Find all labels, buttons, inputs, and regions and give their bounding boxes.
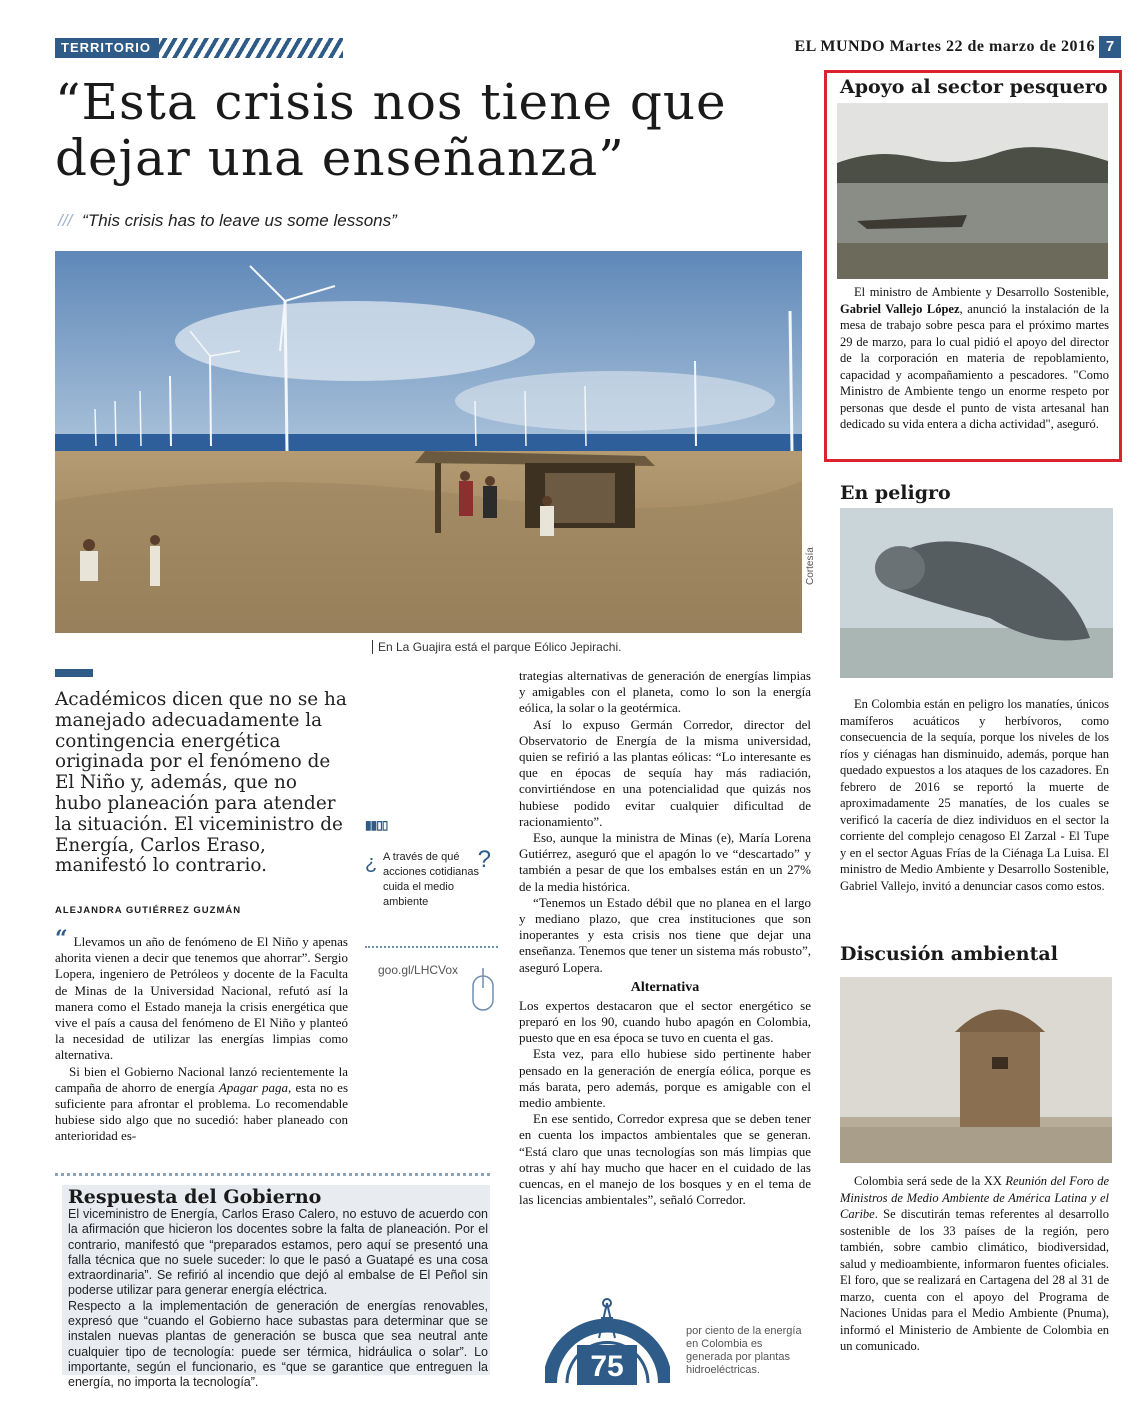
body-paragraph: “ Llevamos un año de fenómeno de El Niño y apenas ahorita vienen a decir que tenemos que ahorrar”. Sergio Lopera, ingeniero de Petróleos y docente de la Faculta de Minas de la Universidad Nacional, refutó así la manera como el Estado maneja la crisis energética que vive el país a causa del fenómeno de El Niño y planteó la necesidad de utilizar las energías limpias como alternativa.	[55, 926, 348, 1063]
body-paragraph: En ese sentido, Corredor expresa que se deben tener en cuenta los impactos ambientales que se generan. “Está claro que unas tecnologías son más limpias que otras y ahí hay mucho que hacer en el cuidado de las cuencas, en el manejo de los bosques y en el tema de las licencias ambientales”, señaló Corredor.	[519, 1111, 811, 1208]
bars-icon: ▮▮▯▯	[365, 818, 388, 832]
fishing-boat-photo	[837, 103, 1108, 279]
response-text	[68, 1207, 488, 1391]
body-paragraph: Así lo expuso Germán Corredor, director del Observatorio de Energía de la misma universidad, quien se refirió a las plantas eólicas: “Lo interesante es que en épocas de sequía hay más radiación, convirtiéndose en una potencialidad que quizás nos hubiese podido evitar cualquier dificultad de racionamiento”.	[519, 716, 811, 829]
byline	[55, 905, 241, 916]
section-tag	[55, 38, 343, 58]
discusion-title: Discusión ambiental	[840, 943, 1058, 965]
subsection-heading: Alternativa	[630, 979, 700, 995]
body-paragraph: Eso, aunque la ministra de Minas (e), María Lorena Gutiérrez, aseguró que el apagón lo ve “descartado” y también a pesar de que los embalses están en un 27% de la media histórica.	[519, 830, 811, 894]
byline-name: ALEJANDRA GUTIÉRREZ GUZMÁN	[55, 905, 242, 916]
apoyo-text: El ministro de Ambiente y Desarrollo Sostenible, Gabriel Vallejo López, anunció la instalación de la mesa de trabajo sobre pesca para el próximo martes 29 de marzo, para lo cual pidió el apoyo del director de la corporación en materia de repoblamiento, capacidad y acompañamiento a pescadores. "Como Ministro de Ambiente tengo un enorme respeto por personas que desde el punto de vista artesanal han dedicado su vida entera a dicha actividad", aseguró.	[840, 285, 1109, 431]
headline: “Esta crisis nos tiene que dejar una enseñanza”	[55, 73, 727, 187]
body-paragraph: Los expertos destacaron que el sector energético se preparó en los 90, cuando hubo apagón en Colombia, puesto que en esa época se tuvo en cuenta el gas.	[519, 997, 811, 1046]
page-number: 7	[1099, 36, 1121, 58]
stat-value: 75	[590, 1350, 624, 1383]
section-stripes	[159, 38, 343, 58]
body-paragraph: “Tenemos un Estado débil que no planea en el largo y mediano plazo, que crea instituciones que son inoperantes y esta crisis nos tiene que dejar una enseñanza. Tenemos que tener un sistema más robusto”, aseguró Lopera.	[519, 894, 811, 975]
lead-paragraph: Académicos dicen que no se ha manejado adecuadamente la contingencia energética originada por el fenómeno de El Niño y, además, que no hubo planeación para atender la situación. El viceministro de Energía, Carlos Eraso, manifestó lo contrario.	[55, 689, 347, 877]
peligro-text: En Colombia están en peligro los manatíes, únicos mamíferos acuáticos y herbívoros, como consecuencia de la sequía, porque los niveles de los ríos y ciénagas han disminuido, además, porque han quedado expuestos a los ataques de los cazadores. En febrero de 2016 se reportó la muerte de aproximadamente 25 manatíes, de los cuales se verificó la cacería de diez individuos en el sector la corriente del complejo cenagoso El Zarzal - El Tupe y en el sector Aguas Frías de la Ciénaga La Luisa. El ministro de Medio Ambiente y Desarrollo Sostenible, Gabriel Vallejo, invitó a denunciar casos como estos.	[840, 697, 1109, 893]
watchtower-photo	[840, 977, 1112, 1163]
body-paragraph: trategias alternativas de generación de energías limpias y amigables con el planeta, como lo son la energía eólica, la solar o la geotérmica.	[519, 668, 811, 716]
stat-label: por ciento de la energía en Colombia es generada por plantas hidroeléctricas.	[686, 1325, 802, 1376]
photo-caption: En La Guajira está el parque Eólico Jepirachi.	[372, 640, 621, 654]
question-text: A través de qué acciones cotidianas cuida el medio ambiente	[383, 851, 480, 908]
subhead-text: “This crisis has to leave us some lessons”	[82, 211, 397, 230]
mouse-icon	[470, 968, 496, 1014]
dotted-divider	[365, 946, 498, 948]
question-icon: ?	[477, 846, 491, 873]
dotted-divider	[55, 1173, 490, 1176]
inverted-question-icon: ¿	[365, 852, 378, 874]
response-paragraph: El viceministro de Energía, Carlos Eraso Calero, no estuvo de acuerdo con la afirmación que hicieron los docentes sobre la falta de planeación. Por el contrario, manifestó que “preparados estamos, pero aquí se presentó una falla técnica que no suele suceder: lo que le pasó a Guatapé es una cosa extraordinaria”. Se refirió al incendio que dejó al embalse de El Peñol sin poderse utilizar para generar energía eléctrica.	[68, 1207, 488, 1298]
question	[365, 846, 497, 910]
slash-decoration: ///	[58, 211, 73, 230]
peligro-title: En peligro	[840, 482, 951, 504]
discusion-text: Colombia será sede de la XX Reunión del Foro de Ministros de Medio Ambiente de América Latina y el Caribe. Se discutirán temas referentes al desarrollo sostenible de los 33 países de la región, pero también, sobre cambio climático, biodiversidad, salud y medioambiente, informaron fuentes oficiales. El foro, que se realizará en Cartagena del 28 al 31 de marzo, cuenta con el apoyo del Programa de Naciones Unidas para el Medio Ambiente (Pnuma), informó el Ministerio de Ambiente de Colombia en un comunicado.	[840, 1174, 1109, 1353]
body-paragraph: Esta vez, para ello hubiese sido pertinente haber pensado en la generación de energía eólica, porque es más barata, pero además, porque es amigable con el medio ambiente.	[519, 1046, 811, 1111]
stat-graphic	[545, 1263, 670, 1393]
question-box	[365, 818, 497, 910]
masthead: EL MUNDO Martes 22 de marzo de 2016	[794, 38, 1095, 55]
apoyo-title: Apoyo al sector pesquero	[840, 76, 1108, 98]
wind-farm-photo	[55, 251, 802, 633]
response-paragraph: Respecto a la implementación de generación de energías renovables, expresó que “cuando el Gobierno hace subastas para determinar que se instalen nuevas plantas de generación se busca que sea neutral ante cualquier tipo de tecnología: puede ser térmica, hidráulica o solar”. Lo importante, según el funcionario, es “que se garantice que entreguen la energía, no importa la tecnología”.	[68, 1298, 488, 1390]
body-paragraph: Si bien el Gobierno Nacional lanzó recientemente la campaña de ahorro de energía Apagar paga, esta no es suficiente para afrontar el problema. Lo recomendable hubiese sido algo que no sucedió: haber planeado con anterioridad es-	[55, 1063, 349, 1144]
body-column-1	[55, 926, 349, 1145]
survey-link[interactable]: goo.gl/LHCVox	[378, 963, 459, 977]
body-column-2	[519, 668, 811, 1209]
response-title: Respuesta del Gobierno	[68, 1186, 322, 1208]
manatee-photo	[840, 508, 1113, 678]
subhead	[58, 211, 397, 231]
lead-marker	[55, 669, 93, 677]
section-label: TERRITORIO	[55, 38, 159, 58]
photo-credit: Cortesía	[805, 547, 816, 585]
quote-mark-icon: “	[55, 926, 68, 952]
